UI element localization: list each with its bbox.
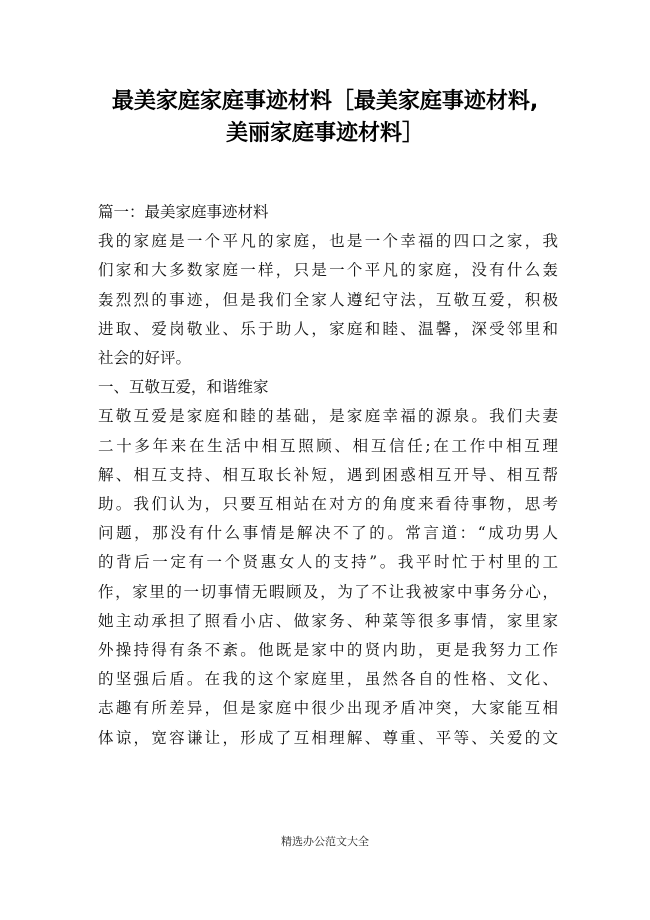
body-line: 的背后一定有一个贤惠女人的支持”。我平时忙于村里的工 <box>98 553 558 572</box>
body-line: 志趣有所差异，但是家庭中很少出现矛盾冲突，大家能互相 <box>98 699 558 718</box>
body-line: 进取、爱岗敬业、乐于助人，家庭和睦、温馨，深受邻里和 <box>98 319 558 338</box>
body-line: 轰烈烈的事迹，但是我们全家人遵纪守法，互敬互爱，积极 <box>98 290 558 309</box>
body-line: 体谅，宽容谦让，形成了互相理解、尊重、平等、关爱的文 <box>98 728 558 747</box>
body-line: 她主动承担了照看小店、做家务、种菜等很多事情，家里家 <box>98 611 558 630</box>
body-line: 的坚强后盾。在我的这个家庭里，虽然各自的性格、文化、 <box>98 670 558 689</box>
body-line: 互敬互爱是家庭和睦的基础，是家庭幸福的源泉。我们夫妻 <box>98 407 558 426</box>
body-line: 助。我们认为，只要互相站在对方的角度来看待事物，思考 <box>98 495 558 514</box>
document-title <box>60 86 590 150</box>
body-line: 问题，那没有什么事情是解决不了的。常言道：“成功男人 <box>98 524 558 543</box>
section-heading-1: 篇一：最美家庭事迹材料 <box>98 203 269 221</box>
title-line-2: 美丽家庭事迹材料］ <box>225 121 424 146</box>
title-line-1: 最美家庭家庭事迹材料［最美家庭事迹材料, <box>111 89 539 114</box>
body-line: 作，家里的一切事情无暇顾及，为了不让我被家中事务分心， <box>98 582 558 601</box>
body-line: 解、相互支持、相互取长补短，遇到困惑相互开导、相互帮 <box>98 465 558 484</box>
body-line: 外操持得有条不紊。他既是家中的贤内助，更是我努力工作 <box>98 641 558 660</box>
body-line: 们家和大多数家庭一样，只是一个平凡的家庭，没有什么轰 <box>98 261 558 280</box>
body-line: 我的家庭是一个平凡的家庭，也是一个幸福的四口之家，我 <box>98 232 558 251</box>
body-line: 二十多年来在生活中相互照顾、相互信任;在工作中相互理 <box>98 436 558 455</box>
body-line: 社会的好评。 <box>98 349 192 368</box>
page-footer: 精选办公范文大全 <box>281 835 369 848</box>
document-body <box>98 198 558 753</box>
section-heading-2: 一、互敬互爱，和谐维家 <box>98 378 269 397</box>
